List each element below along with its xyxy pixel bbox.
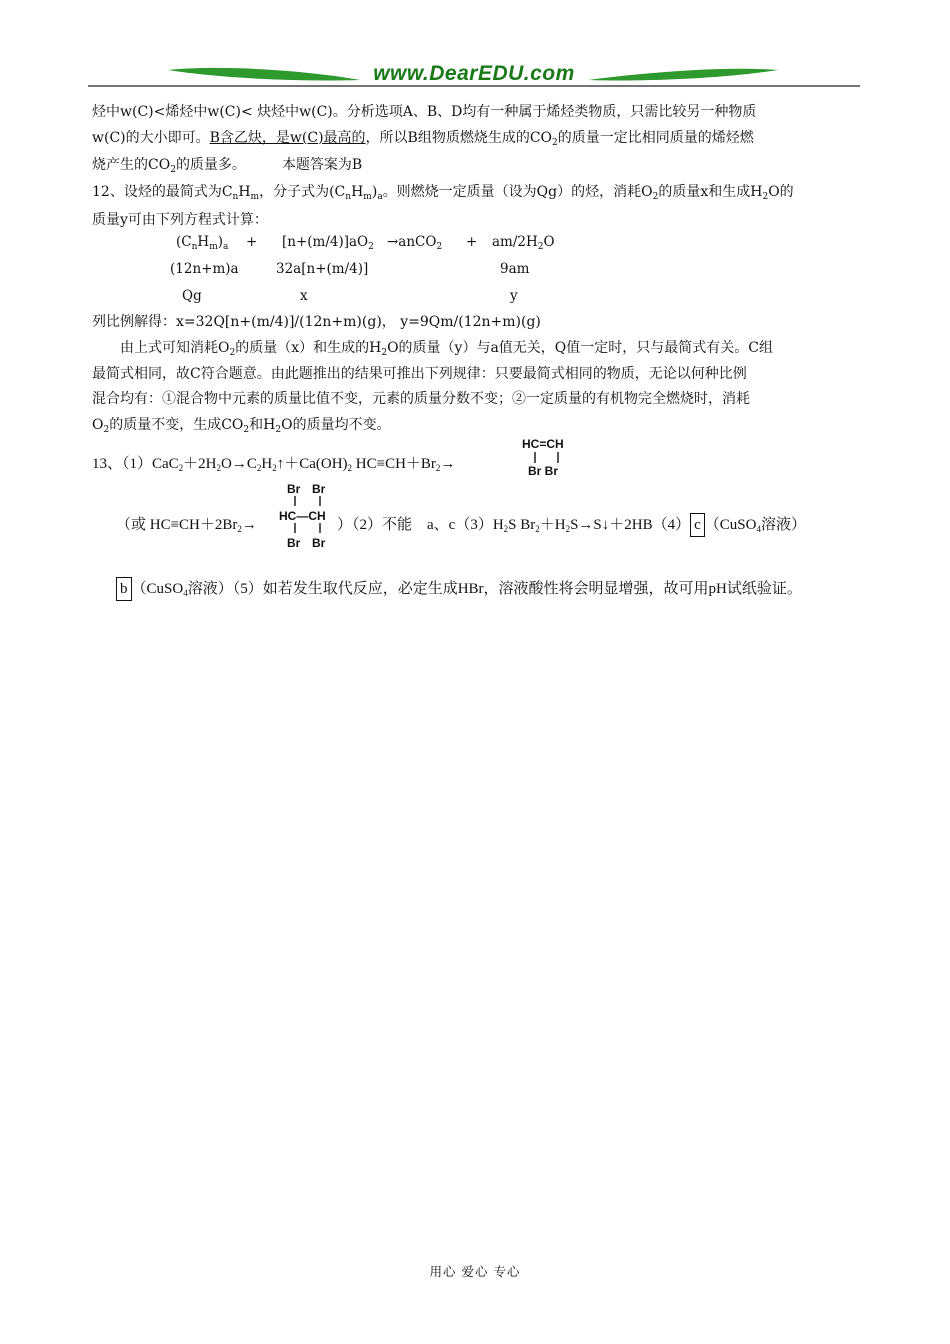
underlined-text: B含乙炔，是w(C)最高的: [209, 129, 366, 146]
q13-row2a: （或 $HC\equiv CH+2Br_2\to$: [116, 517, 257, 534]
site-logo[interactable]: www.DearEDU.com: [373, 62, 575, 85]
paragraph-ratio-result: 列比例解得：x=32Q[n+(m/4)]/(12n+m)(g)， y=9Qm/(12n+m)(g): [92, 314, 541, 330]
page-header: [88, 58, 860, 94]
q13-row2b: ）（2）不能 a、$c(3)H_2S$ $Br_2+H_2S\to S↓+2HB(4)$ c （CuSO$_4$溶液）: [337, 513, 806, 537]
answer-text: 本题答案为B: [281, 157, 363, 173]
answer-box-b: b: [116, 577, 132, 601]
bond-lines: [522, 452, 572, 464]
paragraph-conclusion: 由上式可知消耗$O_2$的质量（x）和生成的$H_2O$的质量（y）与a值无关，Q值一定时，只与最简式有关。C组: [120, 340, 773, 358]
page-footer: 用心 爱心 专心: [429, 1264, 521, 1279]
paragraph-conclusion-cont: 最简式相同，故C符合题意。由此题推出的结果可推出下列规律：只要最简式相同的物质，无论以何种比例 混合均有：①混合物中元素的质量比值不变，元素的质量分数不变；②一定质量的有机物完全燃烧时，消耗 $O_2$的质量不变，生成$CO_2$和$H_2O$的质量均不变。: [92, 365, 750, 435]
paragraph-analysis: 烃中w(C)<烯烃中w(C)< 炔烃中w(C)。分析选项A、B、D均有一种属于烯烃类物质，只需比较另一种物质 w(C)的大小即可。B含乙炔，是w(C)最高的，所以B组物质燃烧生成的$CO_2$的质量一定比相同质量的烯烃燃 烧产生的$CO_2$的质量多。 本题答案为B: [92, 104, 757, 175]
q13-row3: b （CuSO$_4$溶液）（5）如若发生取代反应，必定生成HBr，溶液酸性将会明显增强，故可用pH试纸验证。: [116, 577, 802, 601]
answer-box-c: c: [690, 513, 705, 537]
q13-row1: 13、$(1)CaC_2+2H_2O\to C_2H_2↑+Ca(OH)_2$ $HC\equiv CH+Br_2\to$: [92, 456, 456, 473]
paragraph-q12: 12、设烃的最简式为$C_nH_m$，分子式为$(C_nH_m)_a$。则燃烧一定质量（设为Qg）的烃，消耗$O_2$的质量x和生成$H_2O$的 质量y可由下列方程式计算：: [92, 184, 794, 228]
